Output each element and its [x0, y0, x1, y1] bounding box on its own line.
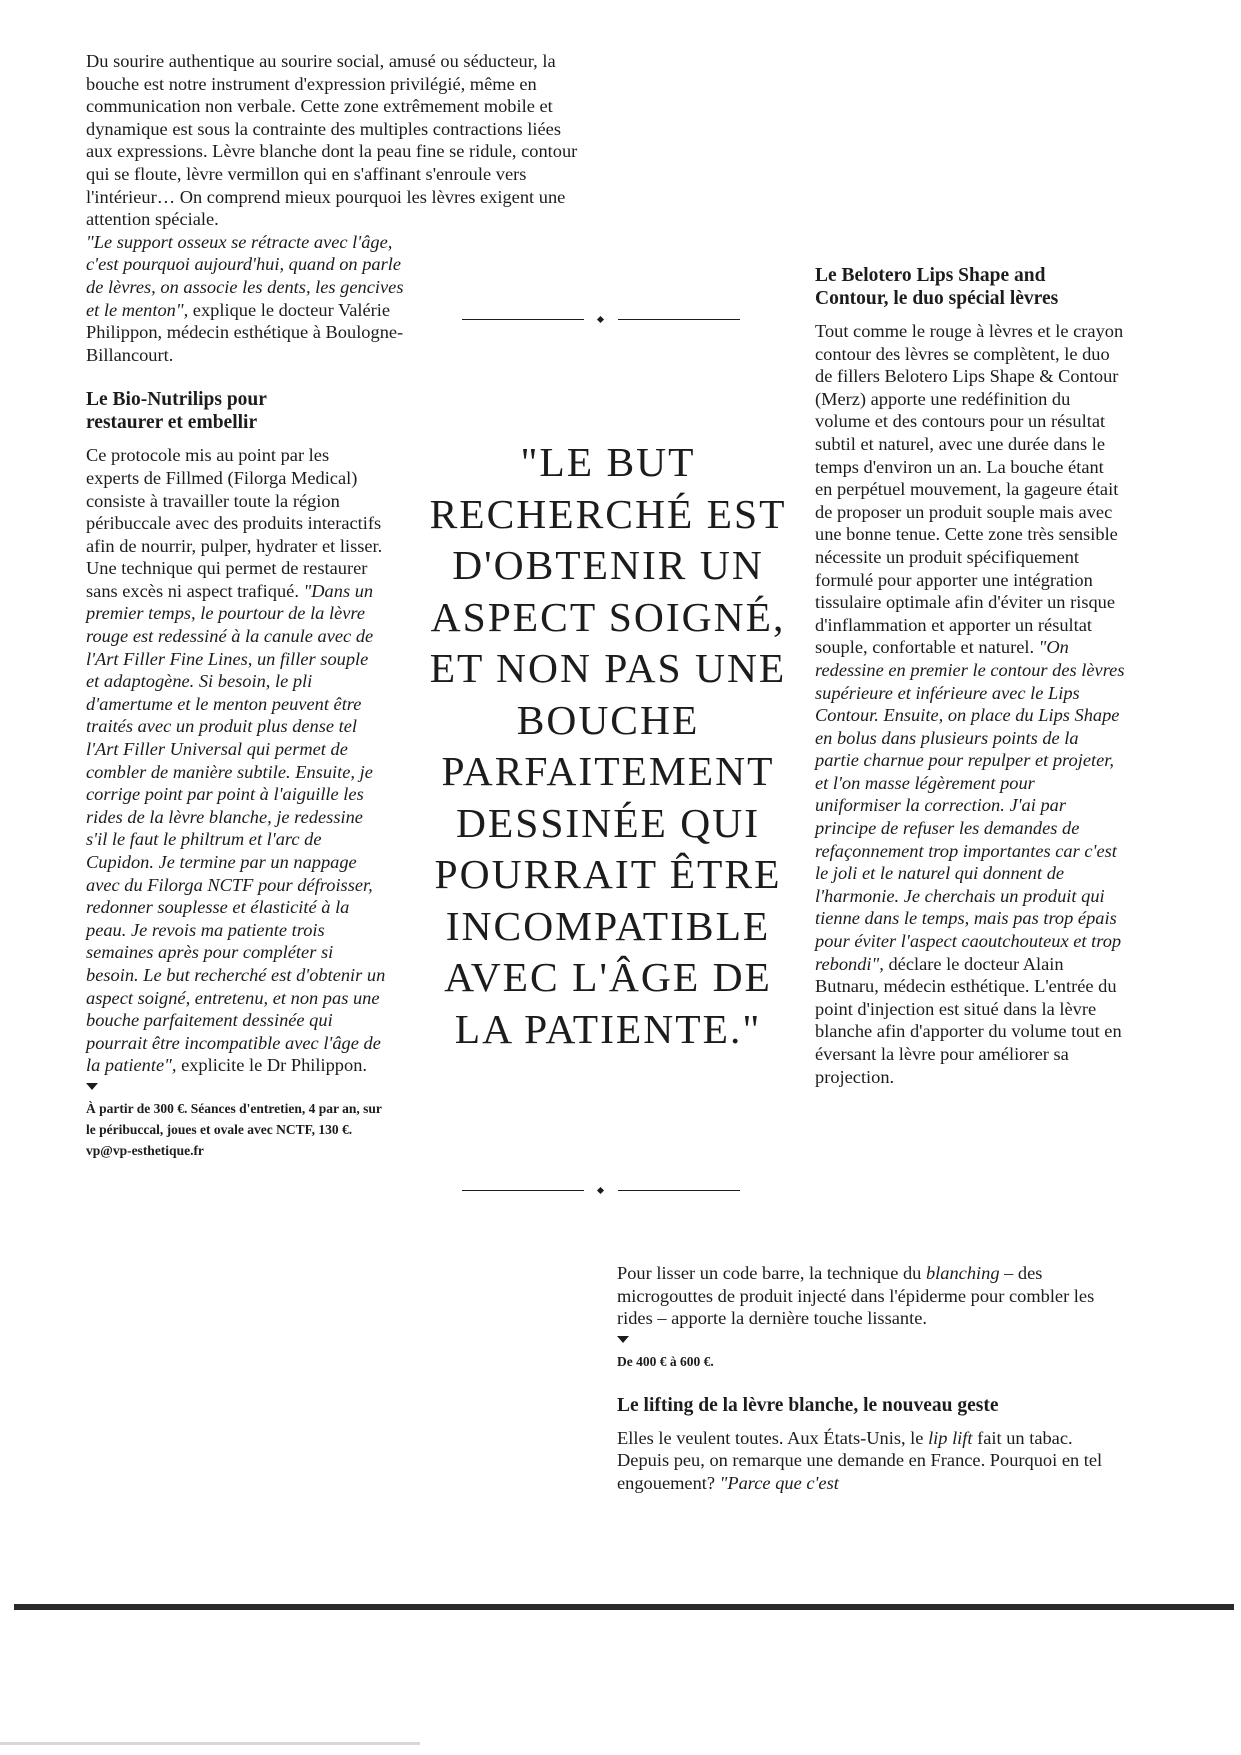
heading-bio-nutrilips: Le Bio-Nutrilips pour restaurer et embellir: [86, 389, 267, 434]
ornament-rule-top-left: [462, 319, 584, 320]
blanching-italic: blanching: [925, 1263, 1000, 1283]
blanching-paragraph: [617, 1262, 1117, 1330]
scan-edge-strip: [0, 1742, 420, 1745]
price-bio-nutrilips: À partir de 300 €. Séances d'entretien, 4 par an, sur le péribuccal, joues et ovale avec NCTF, 130 €. vp@vp-esthetique.fr: [86, 1100, 382, 1158]
bio-body-end: explicite le Dr Philippon.: [176, 1055, 367, 1076]
triangle-marker-icon: [86, 1083, 98, 1090]
ornament-rule-bottom-left: [462, 1190, 584, 1191]
ornament-diamond-icon: [597, 1187, 604, 1194]
belotero-body-end: déclare le docteur Alain Butnaru, médecin esthétique. L'entrée du point d'injection est situé dans la lèvre blanche afin d'apporter du volume tout en éversant la lèvre pour améliorer sa projection.: [815, 953, 1122, 1087]
blanching-end: – des microgouttes de produit injecté dans l'épiderme pour combler les rides – apporte la dernière touche lissante.: [617, 1263, 1095, 1329]
quote-attribution: explique le docteur Valérie Philippon, médecin esthétique à Boulogne-Billancourt.: [86, 299, 404, 365]
belotero-body-italic: "On redessine en premier le contour des lèvres supérieure et inférieure avec le Lips Contour. Ensuite, on place du Lips Shape en bolus dans plusieurs points de la partie charnue pour repulper et projeter, et l'on masse légèrement pour uniformiser la correction. J'ai par principe de refuser les demandes de refaçonnement trop importantes car c'est le joli et le naturel qui donnent de l'harmonie. Je cherchais un produit qui tienne dans le temps, mais pas trop épais pour éviter l'aspect caoutchouteux et trop rebondi",: [815, 637, 1125, 974]
quote-italic: "Le support osseux se rétracte avec l'âge, c'est pourquoi aujourd'hui, quand on parle de lèvres, on associe les dents, les gencives et le menton",: [86, 231, 404, 320]
ornament-rule-top-right: [618, 319, 740, 320]
column-bottom-wide: [617, 1262, 1117, 1495]
ornament-diamond-icon: [597, 316, 604, 323]
column-right: [815, 264, 1125, 1088]
blanching-roman: Pour lisser un code barre, la technique du: [617, 1263, 926, 1283]
page-bottom-rule: [14, 1604, 1234, 1610]
lifting-italic-end: "Parce que c'est: [719, 1472, 839, 1493]
belotero-body: [815, 320, 1125, 1088]
intro-paragraph: Du sourire authentique au sourire social, amusé ou séducteur, la bouche est notre instrument d'expression privilégié, même en communication non verbale. Cette zone extrêmement mobile et dynamique est sous la contrainte des multiples contractions liées aux expressions. Lèvre blanche dont la peau fine se ridule, contour qui se floute, lèvre vermillon qui en s'affinant s'enroule vers l'intérieur… On comprend mieux pourquoi les lèvres exigent une attention spéciale.: [86, 51, 578, 230]
bio-body-roman: Ce protocole mis au point par les experts de Fillmed (Filorga Medical) consiste à travailler toute la région péribuccale avec des produits interactifs afin de nourrir, pulper, hydrater et lisser. Une technique qui permet de restaurer sans excès ni aspect trafiqué.: [86, 445, 383, 601]
lifting-paragraph: [617, 1427, 1117, 1495]
triangle-marker-icon: [617, 1336, 629, 1343]
lifting-italic: lip lift: [928, 1427, 973, 1448]
heading-belotero: Le Belotero Lips Shape and Contour, le duo spécial lèvres: [815, 265, 1059, 309]
lifting-roman: Elles le veulent toutes. Aux États-Unis, le: [617, 1427, 929, 1448]
ornament-rule-bottom-right: [618, 1190, 740, 1191]
bio-body-italic: "Dans un premier temps, le pourtour de la lèvre rouge est redessiné à la canule avec de l'Art Filler Fine Lines, un filler souple et adaptogène. Si besoin, le pli d'amertume et le menton peuvent être traités avec un produit plus dense tel l'Art Filler Universal qui permet de combler de manière subtile. Ensuite, je corrige point par point à l'aiguille les rides de la lèvre blanche, je redessine s'il le faut le philtrum et l'arc de Cupidon. Je termine par un nappage avec du Filorga NCTF pour défroisser, redonner souplesse et élasticité à la peau. Je revois ma patiente trois semaines après pour compléter si besoin. Le but recherché est d'obtenir un aspect soigné, entretenu, et non pas une bouche parfaitement dessinée qui pourrait être incompatible avec l'âge de la patiente",: [86, 580, 386, 1076]
heading-lifting: Le lifting de la lèvre blanche, le nouveau geste: [617, 1394, 999, 1416]
bio-nutrilips-body: [86, 444, 386, 1077]
pull-quote: "LE BUT RECHERCHÉ EST D'OBTENIR UN ASPECT SOIGNÉ, ET NON PAS UNE BOUCHE PARFAITEMENT DESSINÉE QUI POURRAIT ÊTRE INCOMPATIBLE AVEC L'ÂGE DE LA PATIENTE.": [429, 439, 787, 1052]
lifting-mid: fait un tabac. Depuis peu, on remarque une demande en France. Pourquoi en tel engouement?: [617, 1427, 1103, 1493]
quote-paragraph: [86, 231, 416, 367]
price-belotero: De 400 € à 600 €.: [617, 1353, 714, 1369]
belotero-body-roman: Tout comme le rouge à lèvres et le crayon contour des lèvres se complètent, le duo de fillers Belotero Lips Shape & Contour (Merz) apporte une redéfinition du volume et des contours pour un résultat subtil et naturel, avec une durée dans le temps d'environ un an. La bouche étant en perpétuel mouvement, la gageure était de proposer un produit souple mais avec une bonne tenue. Cette zone très sensible nécessite un produit spécifiquement formulé pour apporter une intégration tissulaire optimale afin d'éviter un risque d'inflammation et apporter un résultat souple, confortable et naturel.: [815, 321, 1124, 658]
